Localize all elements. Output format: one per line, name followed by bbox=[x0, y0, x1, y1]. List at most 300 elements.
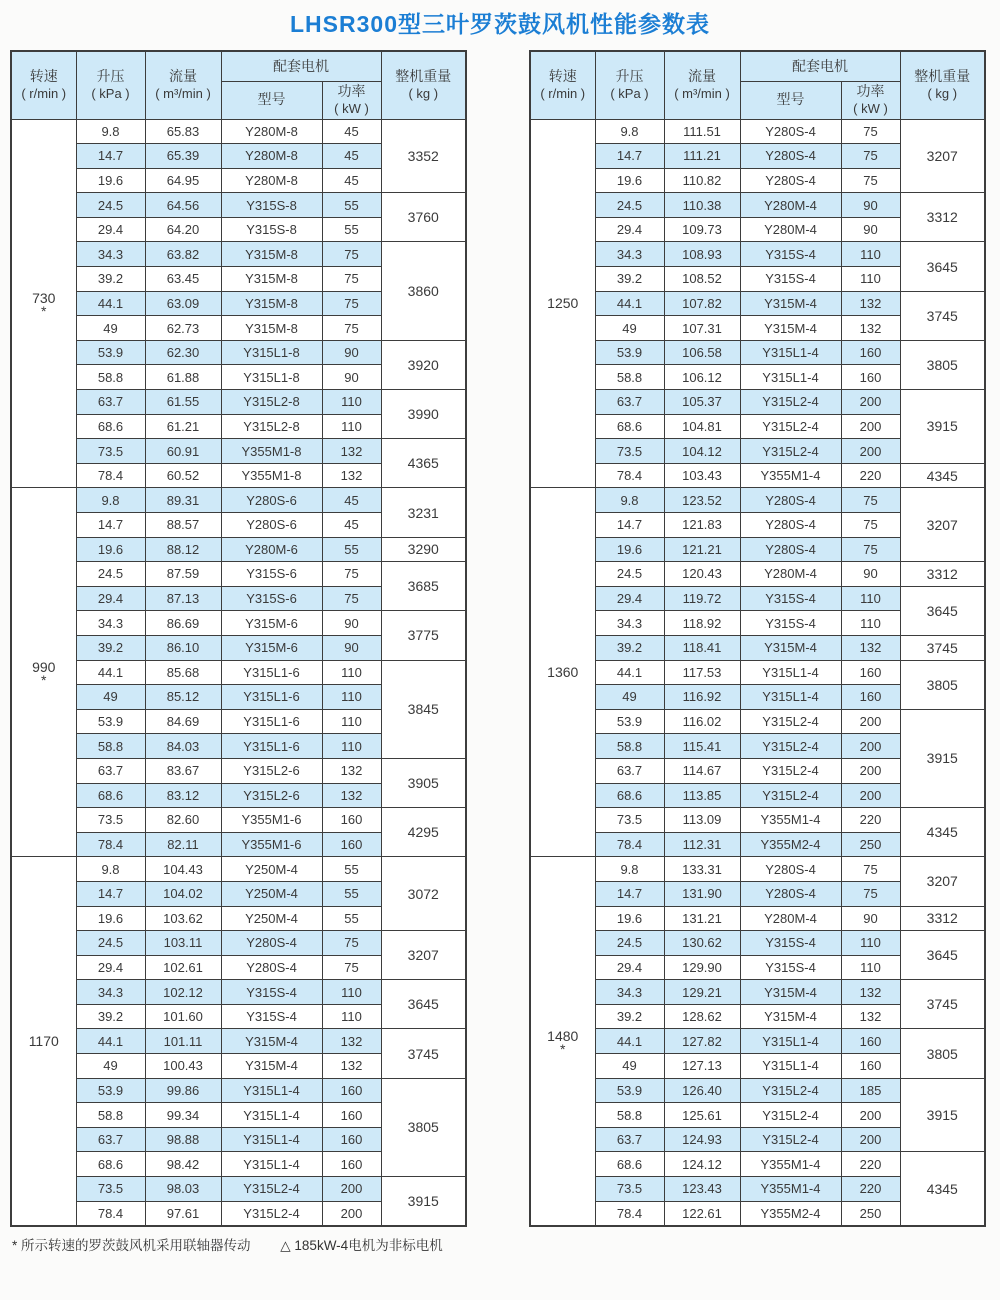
flow-cell: 84.03 bbox=[145, 734, 221, 759]
model-cell: Y315L1-6 bbox=[221, 734, 322, 759]
flow-cell: 111.51 bbox=[664, 119, 740, 144]
power-cell: 110 bbox=[322, 660, 381, 685]
table-row bbox=[530, 488, 985, 513]
footnote-coupling: * 所示转速的罗茨鼓风机采用联轴器传动 bbox=[12, 1237, 251, 1253]
power-cell: 110 bbox=[841, 955, 900, 980]
power-cell: 220 bbox=[841, 808, 900, 833]
power-cell: 55 bbox=[322, 906, 381, 931]
table-row bbox=[11, 857, 466, 882]
flow-cell: 130.62 bbox=[664, 931, 740, 956]
model-cell: Y315L1-4 bbox=[221, 1152, 322, 1177]
power-cell: 110 bbox=[322, 390, 381, 415]
pressure-cell: 68.6 bbox=[76, 783, 145, 808]
flow-cell: 99.34 bbox=[145, 1103, 221, 1128]
model-cell: Y355M1-6 bbox=[221, 832, 322, 857]
flow-cell: 119.72 bbox=[664, 586, 740, 611]
pressure-cell: 24.5 bbox=[76, 931, 145, 956]
model-cell: Y280S-6 bbox=[221, 513, 322, 538]
pressure-cell: 44.1 bbox=[76, 1029, 145, 1054]
weight-cell: 3905 bbox=[381, 758, 466, 807]
flow-cell: 106.12 bbox=[664, 365, 740, 390]
pressure-cell: 44.1 bbox=[595, 1029, 664, 1054]
pressure-cell: 58.8 bbox=[76, 365, 145, 390]
flow-cell: 98.88 bbox=[145, 1127, 221, 1152]
weight-cell: 3745 bbox=[900, 635, 985, 660]
performance-table bbox=[10, 50, 467, 1227]
flow-cell: 86.10 bbox=[145, 635, 221, 660]
power-cell: 220 bbox=[841, 1152, 900, 1177]
flow-cell: 127.13 bbox=[664, 1054, 740, 1079]
power-cell: 90 bbox=[322, 635, 381, 660]
flow-cell: 114.67 bbox=[664, 758, 740, 783]
col-header-motor: 配套电机 bbox=[740, 51, 900, 81]
pressure-cell: 19.6 bbox=[595, 168, 664, 193]
power-cell: 250 bbox=[841, 1201, 900, 1226]
power-cell: 90 bbox=[841, 193, 900, 218]
pressure-cell: 68.6 bbox=[595, 783, 664, 808]
power-cell: 75 bbox=[322, 931, 381, 956]
power-cell: 110 bbox=[322, 1004, 381, 1029]
model-cell: Y315L1-4 bbox=[740, 1054, 841, 1079]
weight-cell: 3805 bbox=[900, 340, 985, 389]
pressure-cell: 34.3 bbox=[595, 611, 664, 636]
table-row bbox=[11, 562, 466, 587]
model-cell: Y315S-4 bbox=[740, 586, 841, 611]
weight-cell: 3207 bbox=[900, 488, 985, 562]
flow-cell: 63.45 bbox=[145, 267, 221, 292]
model-cell: Y315S-4 bbox=[740, 611, 841, 636]
pressure-cell: 63.7 bbox=[595, 1127, 664, 1152]
flow-cell: 98.42 bbox=[145, 1152, 221, 1177]
col-header-pressure: 升压 ( kPa ) bbox=[595, 51, 664, 119]
pressure-cell: 9.8 bbox=[76, 119, 145, 144]
power-cell: 75 bbox=[322, 242, 381, 267]
pressure-cell: 49 bbox=[595, 1054, 664, 1079]
model-cell: Y315L2-4 bbox=[740, 734, 841, 759]
power-cell: 110 bbox=[322, 685, 381, 710]
flow-cell: 104.43 bbox=[145, 857, 221, 882]
flow-cell: 65.83 bbox=[145, 119, 221, 144]
weight-cell: 4345 bbox=[900, 463, 985, 488]
power-cell: 132 bbox=[322, 439, 381, 464]
pressure-cell: 24.5 bbox=[76, 562, 145, 587]
weight-cell: 4295 bbox=[381, 808, 466, 857]
weight-cell: 3805 bbox=[381, 1078, 466, 1176]
power-cell: 110 bbox=[322, 709, 381, 734]
model-cell: Y315M-6 bbox=[221, 635, 322, 660]
flow-cell: 63.82 bbox=[145, 242, 221, 267]
pressure-cell: 58.8 bbox=[595, 365, 664, 390]
model-cell: Y315M-4 bbox=[740, 316, 841, 341]
model-cell: Y280S-4 bbox=[740, 119, 841, 144]
table-row bbox=[530, 1029, 985, 1054]
power-cell: 200 bbox=[841, 439, 900, 464]
flow-cell: 106.58 bbox=[664, 340, 740, 365]
flow-cell: 109.73 bbox=[664, 217, 740, 242]
speed-cell: 1250 bbox=[530, 119, 595, 488]
pressure-cell: 49 bbox=[595, 685, 664, 710]
power-cell: 75 bbox=[322, 267, 381, 292]
pressure-cell: 34.3 bbox=[76, 242, 145, 267]
table-row bbox=[530, 1152, 985, 1177]
pressure-cell: 39.2 bbox=[76, 635, 145, 660]
weight-cell: 3645 bbox=[900, 931, 985, 980]
pressure-cell: 78.4 bbox=[595, 832, 664, 857]
tables-container bbox=[0, 50, 1000, 1227]
model-cell: Y355M2-4 bbox=[740, 1201, 841, 1226]
table-row bbox=[530, 291, 985, 316]
power-cell: 132 bbox=[322, 1054, 381, 1079]
table-row bbox=[11, 119, 466, 144]
flow-cell: 83.67 bbox=[145, 758, 221, 783]
table-row bbox=[11, 1029, 466, 1054]
flow-cell: 97.61 bbox=[145, 1201, 221, 1226]
weight-cell: 3745 bbox=[381, 1029, 466, 1078]
pressure-cell: 39.2 bbox=[595, 635, 664, 660]
pressure-cell: 53.9 bbox=[76, 1078, 145, 1103]
power-cell: 200 bbox=[841, 734, 900, 759]
pressure-cell: 68.6 bbox=[76, 414, 145, 439]
pressure-cell: 63.7 bbox=[595, 390, 664, 415]
model-cell: Y280M-4 bbox=[740, 217, 841, 242]
flow-cell: 127.82 bbox=[664, 1029, 740, 1054]
model-cell: Y280M-8 bbox=[221, 144, 322, 169]
power-cell: 75 bbox=[841, 488, 900, 513]
weight-cell: 3072 bbox=[381, 857, 466, 931]
pressure-cell: 78.4 bbox=[76, 1201, 145, 1226]
flow-cell: 62.30 bbox=[145, 340, 221, 365]
power-cell: 75 bbox=[841, 168, 900, 193]
model-cell: Y315M-8 bbox=[221, 291, 322, 316]
table-row bbox=[11, 193, 466, 218]
col-header-power: 功率 ( kW ) bbox=[322, 81, 381, 119]
power-cell: 55 bbox=[322, 857, 381, 882]
model-cell: Y315L2-8 bbox=[221, 414, 322, 439]
flow-cell: 82.60 bbox=[145, 808, 221, 833]
model-cell: Y315M-4 bbox=[740, 980, 841, 1005]
weight-cell: 3920 bbox=[381, 340, 466, 389]
power-cell: 132 bbox=[841, 1004, 900, 1029]
flow-cell: 129.21 bbox=[664, 980, 740, 1005]
speed-cell: 1360 bbox=[530, 488, 595, 857]
pressure-cell: 19.6 bbox=[76, 168, 145, 193]
flow-cell: 113.09 bbox=[664, 808, 740, 833]
flow-cell: 99.86 bbox=[145, 1078, 221, 1103]
flow-cell: 121.83 bbox=[664, 513, 740, 538]
pressure-cell: 39.2 bbox=[76, 1004, 145, 1029]
col-header-model: 型号 bbox=[740, 81, 841, 119]
flow-cell: 101.60 bbox=[145, 1004, 221, 1029]
flow-cell: 87.13 bbox=[145, 586, 221, 611]
flow-cell: 107.82 bbox=[664, 291, 740, 316]
model-cell: Y315L1-6 bbox=[221, 660, 322, 685]
flow-cell: 103.11 bbox=[145, 931, 221, 956]
flow-cell: 85.68 bbox=[145, 660, 221, 685]
model-cell: Y250M-4 bbox=[221, 857, 322, 882]
pressure-cell: 73.5 bbox=[595, 439, 664, 464]
pressure-cell: 68.6 bbox=[76, 1152, 145, 1177]
table-row bbox=[11, 439, 466, 464]
power-cell: 55 bbox=[322, 881, 381, 906]
pressure-cell: 78.4 bbox=[76, 463, 145, 488]
pressure-cell: 14.7 bbox=[595, 881, 664, 906]
flow-cell: 64.95 bbox=[145, 168, 221, 193]
spec-table bbox=[529, 50, 986, 1227]
power-cell: 200 bbox=[841, 390, 900, 415]
power-cell: 55 bbox=[322, 537, 381, 562]
power-cell: 90 bbox=[841, 217, 900, 242]
table-row bbox=[530, 119, 985, 144]
power-cell: 160 bbox=[841, 1029, 900, 1054]
flow-cell: 129.90 bbox=[664, 955, 740, 980]
speed-cell: 1170 bbox=[11, 857, 76, 1226]
pressure-cell: 34.3 bbox=[595, 980, 664, 1005]
table-row bbox=[11, 340, 466, 365]
table-row bbox=[530, 586, 985, 611]
table-row bbox=[11, 537, 466, 562]
model-cell: Y355M2-4 bbox=[740, 832, 841, 857]
power-cell: 132 bbox=[841, 316, 900, 341]
power-cell: 75 bbox=[322, 955, 381, 980]
weight-cell: 3207 bbox=[900, 857, 985, 906]
pressure-cell: 49 bbox=[76, 1054, 145, 1079]
model-cell: Y280M-8 bbox=[221, 168, 322, 193]
pressure-cell: 9.8 bbox=[76, 857, 145, 882]
flow-cell: 84.69 bbox=[145, 709, 221, 734]
model-cell: Y355M1-4 bbox=[740, 1177, 841, 1202]
power-cell: 160 bbox=[322, 1152, 381, 1177]
speed-cell: 730 * bbox=[11, 119, 76, 488]
pressure-cell: 58.8 bbox=[76, 734, 145, 759]
weight-cell: 3645 bbox=[900, 586, 985, 635]
pressure-cell: 44.1 bbox=[76, 660, 145, 685]
model-cell: Y250M-4 bbox=[221, 881, 322, 906]
table-row bbox=[530, 562, 985, 587]
pressure-cell: 19.6 bbox=[595, 537, 664, 562]
model-cell: Y280S-4 bbox=[740, 488, 841, 513]
model-cell: Y315L2-6 bbox=[221, 758, 322, 783]
pressure-cell: 14.7 bbox=[76, 144, 145, 169]
model-cell: Y355M1-8 bbox=[221, 439, 322, 464]
table-row bbox=[11, 758, 466, 783]
power-cell: 160 bbox=[841, 1054, 900, 1079]
model-cell: Y315S-4 bbox=[221, 980, 322, 1005]
power-cell: 110 bbox=[841, 242, 900, 267]
weight-cell: 3312 bbox=[900, 562, 985, 587]
flow-cell: 116.92 bbox=[664, 685, 740, 710]
pressure-cell: 39.2 bbox=[76, 267, 145, 292]
model-cell: Y315L1-4 bbox=[221, 1127, 322, 1152]
flow-cell: 82.11 bbox=[145, 832, 221, 857]
model-cell: Y315L1-8 bbox=[221, 340, 322, 365]
col-header-speed: 转速 ( r/min ) bbox=[530, 51, 595, 119]
power-cell: 110 bbox=[841, 267, 900, 292]
model-cell: Y355M1-8 bbox=[221, 463, 322, 488]
table-row bbox=[530, 635, 985, 660]
flow-cell: 60.52 bbox=[145, 463, 221, 488]
model-cell: Y315L1-4 bbox=[740, 660, 841, 685]
power-cell: 200 bbox=[322, 1177, 381, 1202]
model-cell: Y315L2-4 bbox=[740, 414, 841, 439]
flow-cell: 133.31 bbox=[664, 857, 740, 882]
flow-cell: 89.31 bbox=[145, 488, 221, 513]
flow-cell: 122.61 bbox=[664, 1201, 740, 1226]
pressure-cell: 39.2 bbox=[595, 1004, 664, 1029]
power-cell: 200 bbox=[841, 1127, 900, 1152]
col-header-flow: 流量 ( m³/min ) bbox=[664, 51, 740, 119]
pressure-cell: 14.7 bbox=[595, 144, 664, 169]
model-cell: Y315S-4 bbox=[740, 955, 841, 980]
model-cell: Y315L2-4 bbox=[740, 390, 841, 415]
pressure-cell: 49 bbox=[595, 316, 664, 341]
table-row bbox=[530, 340, 985, 365]
weight-cell: 3312 bbox=[900, 193, 985, 242]
flow-cell: 100.43 bbox=[145, 1054, 221, 1079]
model-cell: Y315L1-4 bbox=[221, 1078, 322, 1103]
model-cell: Y315L1-4 bbox=[740, 340, 841, 365]
pressure-cell: 29.4 bbox=[76, 586, 145, 611]
pressure-cell: 24.5 bbox=[76, 193, 145, 218]
model-cell: Y280S-4 bbox=[740, 881, 841, 906]
flow-cell: 123.52 bbox=[664, 488, 740, 513]
power-cell: 160 bbox=[841, 685, 900, 710]
model-cell: Y315L2-4 bbox=[740, 758, 841, 783]
power-cell: 75 bbox=[841, 144, 900, 169]
weight-cell: 3860 bbox=[381, 242, 466, 340]
table-row bbox=[530, 906, 985, 931]
pressure-cell: 73.5 bbox=[595, 1177, 664, 1202]
pressure-cell: 44.1 bbox=[76, 291, 145, 316]
table-row bbox=[11, 1078, 466, 1103]
col-header-speed: 转速 ( r/min ) bbox=[11, 51, 76, 119]
spec-table bbox=[10, 50, 467, 1227]
table-row bbox=[530, 857, 985, 882]
flow-cell: 83.12 bbox=[145, 783, 221, 808]
power-cell: 90 bbox=[322, 365, 381, 390]
power-cell: 200 bbox=[841, 414, 900, 439]
flow-cell: 107.31 bbox=[664, 316, 740, 341]
pressure-cell: 34.3 bbox=[595, 242, 664, 267]
table-row bbox=[11, 660, 466, 685]
flow-cell: 108.93 bbox=[664, 242, 740, 267]
pressure-cell: 19.6 bbox=[76, 537, 145, 562]
weight-cell: 3207 bbox=[381, 931, 466, 980]
power-cell: 132 bbox=[322, 783, 381, 808]
model-cell: Y315M-4 bbox=[740, 291, 841, 316]
flow-cell: 110.82 bbox=[664, 168, 740, 193]
power-cell: 200 bbox=[841, 1103, 900, 1128]
power-cell: 220 bbox=[841, 463, 900, 488]
model-cell: Y280M-4 bbox=[740, 193, 841, 218]
model-cell: Y315L2-8 bbox=[221, 390, 322, 415]
footnotes bbox=[0, 1234, 1000, 1254]
flow-cell: 115.41 bbox=[664, 734, 740, 759]
flow-cell: 88.12 bbox=[145, 537, 221, 562]
model-cell: Y315L2-6 bbox=[221, 783, 322, 808]
flow-cell: 104.12 bbox=[664, 439, 740, 464]
weight-cell: 3775 bbox=[381, 611, 466, 660]
weight-cell: 3915 bbox=[900, 1078, 985, 1152]
power-cell: 75 bbox=[841, 537, 900, 562]
flow-cell: 104.02 bbox=[145, 881, 221, 906]
power-cell: 132 bbox=[841, 635, 900, 660]
power-cell: 75 bbox=[322, 291, 381, 316]
weight-cell: 3645 bbox=[900, 242, 985, 291]
power-cell: 45 bbox=[322, 119, 381, 144]
col-header-power: 功率 ( kW ) bbox=[841, 81, 900, 119]
model-cell: Y280M-4 bbox=[740, 562, 841, 587]
table-row bbox=[530, 709, 985, 734]
model-cell: Y355M1-4 bbox=[740, 463, 841, 488]
flow-cell: 111.21 bbox=[664, 144, 740, 169]
power-cell: 110 bbox=[841, 586, 900, 611]
pressure-cell: 63.7 bbox=[76, 390, 145, 415]
model-cell: Y280S-6 bbox=[221, 488, 322, 513]
model-cell: Y280M-4 bbox=[740, 906, 841, 931]
flow-cell: 117.53 bbox=[664, 660, 740, 685]
flow-cell: 102.61 bbox=[145, 955, 221, 980]
flow-cell: 61.21 bbox=[145, 414, 221, 439]
table-row bbox=[530, 390, 985, 415]
flow-cell: 124.12 bbox=[664, 1152, 740, 1177]
flow-cell: 113.85 bbox=[664, 783, 740, 808]
flow-cell: 63.09 bbox=[145, 291, 221, 316]
flow-cell: 116.02 bbox=[664, 709, 740, 734]
table-row bbox=[11, 390, 466, 415]
model-cell: Y280S-4 bbox=[740, 168, 841, 193]
col-header-weight: 整机重量 ( kg ) bbox=[900, 51, 985, 119]
weight-cell: 4365 bbox=[381, 439, 466, 488]
model-cell: Y315L1-4 bbox=[740, 365, 841, 390]
flow-cell: 64.56 bbox=[145, 193, 221, 218]
power-cell: 110 bbox=[322, 734, 381, 759]
model-cell: Y315S-4 bbox=[221, 1004, 322, 1029]
power-cell: 75 bbox=[841, 881, 900, 906]
power-cell: 110 bbox=[322, 980, 381, 1005]
model-cell: Y315L1-4 bbox=[221, 1103, 322, 1128]
power-cell: 132 bbox=[841, 980, 900, 1005]
model-cell: Y315M-4 bbox=[221, 1029, 322, 1054]
pressure-cell: 49 bbox=[76, 316, 145, 341]
weight-cell: 3207 bbox=[900, 119, 985, 193]
pressure-cell: 73.5 bbox=[595, 808, 664, 833]
model-cell: Y315M-8 bbox=[221, 316, 322, 341]
flow-cell: 103.43 bbox=[664, 463, 740, 488]
power-cell: 160 bbox=[322, 1127, 381, 1152]
table-row bbox=[11, 611, 466, 636]
model-cell: Y280S-4 bbox=[740, 144, 841, 169]
model-cell: Y315S-6 bbox=[221, 562, 322, 587]
pressure-cell: 63.7 bbox=[595, 758, 664, 783]
table-row bbox=[11, 488, 466, 513]
power-cell: 75 bbox=[841, 119, 900, 144]
pressure-cell: 39.2 bbox=[595, 267, 664, 292]
power-cell: 90 bbox=[841, 906, 900, 931]
power-cell: 160 bbox=[841, 660, 900, 685]
flow-cell: 103.62 bbox=[145, 906, 221, 931]
pressure-cell: 29.4 bbox=[595, 955, 664, 980]
table-row bbox=[11, 931, 466, 956]
model-cell: Y355M1-4 bbox=[740, 808, 841, 833]
pressure-cell: 9.8 bbox=[595, 119, 664, 144]
flow-cell: 124.93 bbox=[664, 1127, 740, 1152]
table-row bbox=[530, 660, 985, 685]
pressure-cell: 73.5 bbox=[76, 808, 145, 833]
pressure-cell: 78.4 bbox=[595, 1201, 664, 1226]
pressure-cell: 53.9 bbox=[76, 340, 145, 365]
weight-cell: 4345 bbox=[900, 1152, 985, 1226]
col-header-pressure: 升压 ( kPa ) bbox=[76, 51, 145, 119]
